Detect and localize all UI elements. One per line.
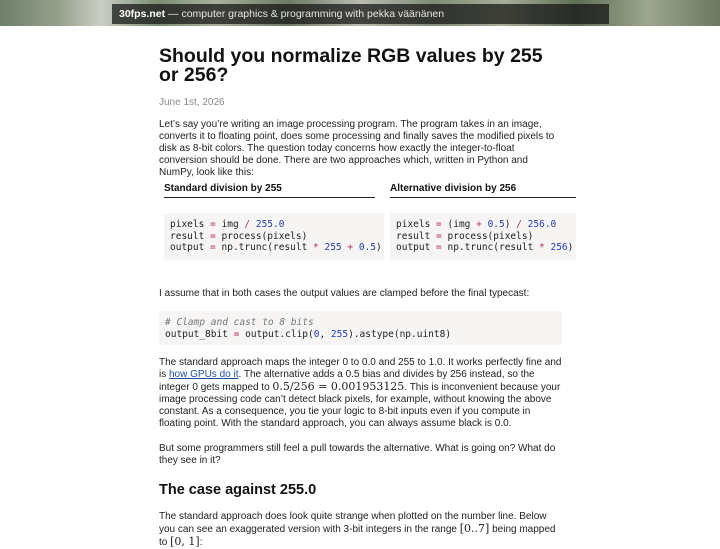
site-header-bar xyxy=(112,4,609,24)
code-block-clamp: # Clamp and cast to 8 bits output_8bit = output.clip(0, 255).astype(np.uint8) xyxy=(159,311,562,345)
paragraph-text: being mapped to xyxy=(159,524,556,548)
page-title: Should you normalize RGB values by 255 or 256? xyxy=(159,45,543,86)
post-date: June 1st, 2026 xyxy=(159,97,225,108)
paragraph-text: The standard approach maps the integer 0 to 0.0 and 255 to 1.0. It works perfectly fine and is xyxy=(159,357,562,380)
intro-paragraph: Let’s say you’re writing an image processing program. The program takes in an image, converts it to floating point, does some processing and finally saves the modified pixels to disk as 8-bit colors. The question today concerns how exactly the integer-to-float conversion should be done. There are two approaches which, written in Python and NumPy, look like this: xyxy=(159,119,555,178)
math-range: [0..7] xyxy=(459,522,490,535)
paragraph-text: : xyxy=(199,537,203,548)
section-heading: The case against 255.0 xyxy=(159,482,317,498)
paragraph-text: . The alternative adds a 0.5 bias and divides by 256 instead, so the integer 0 gets mapped to xyxy=(159,369,535,393)
gpu-link[interactable]: how GPUs do it xyxy=(169,369,239,380)
site-tagline: — computer graphics & programming with pekka väänänen xyxy=(165,8,445,20)
math-unit-interval: [0, 1] xyxy=(170,535,200,548)
standard-approach-paragraph xyxy=(159,357,562,430)
paragraph-text: . This is inconvenient because your image processing code can’t detect black pixels, for example, without knowing the above constant. As a consequence, you tie your logic to 8-bit inputs even if you compute in floating point. With the standard approach, you can always assume black is 0.0. xyxy=(159,382,561,429)
case-paragraph xyxy=(159,511,562,549)
header-banner xyxy=(0,0,720,26)
table-header-alternative: Alternative division by 256 xyxy=(390,183,576,198)
pull-paragraph: But some programmers still feel a pull towards the alternative. What is going on? What do they see in it? xyxy=(159,443,556,466)
code-block-alternative: pixels = (img + 0.5) / 256.0 result = process(pixels) output = np.trunc(result * 256) xyxy=(390,213,576,260)
code-block-standard: pixels = img / 255.0 result = process(pixels) output = np.trunc(result * 255 + 0.5) xyxy=(164,213,384,260)
table-header-standard: Standard division by 255 xyxy=(164,183,375,198)
clamp-paragraph: I assume that in both cases the output values are clamped before the final typecast: xyxy=(159,288,530,299)
paragraph-text: The standard approach does look quite strange when plotted on the number line. Below you can see an exaggerated version with 3-bit integers in the range xyxy=(159,511,547,535)
math-expression: 0.5/256 = 0.001953125 xyxy=(272,380,405,393)
site-name-link[interactable]: 30fps.net xyxy=(119,8,166,20)
